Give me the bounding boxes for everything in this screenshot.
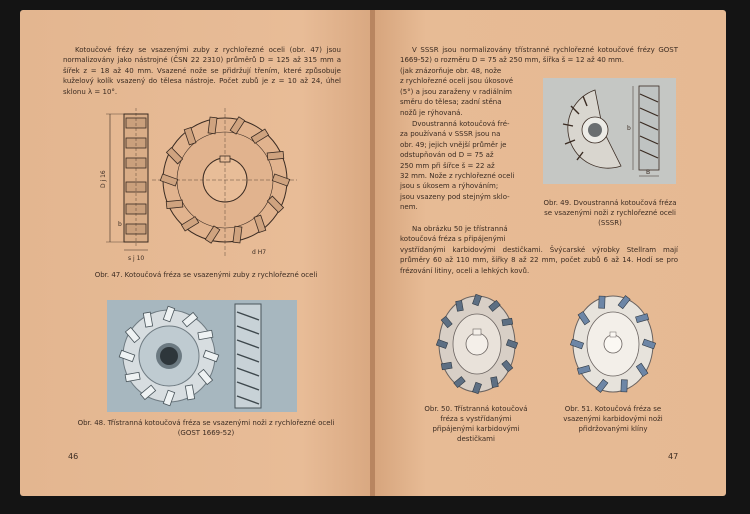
text-line: (jak znázorňuje obr. 48, nože (400, 67, 502, 75)
fig50-caption: Obr. 50. Třístranná kotoučová fréza s vystřídanými připájenými karbidovými destičkami (424, 405, 528, 443)
fig50-photo (432, 290, 522, 400)
fig51-caption: Obr. 51. Kotoučová fréza se vsazenými karbidovými noži přidržovanými klíny (563, 405, 663, 433)
cutter-tooth (456, 300, 464, 311)
fig47-caption: Obr. 47. Kotoučová fréza se vsazenými zuby z rychlořezné oceli (94, 271, 318, 279)
fig49-b-label: b (627, 125, 631, 132)
cutter-tooth (491, 377, 499, 388)
paragraph-text: Kotoučové frézy se vsazenými zuby z rychlořezné oceli (obr. 47) jsou normalizovány jako nástrojné (ČSN 22 2310) průměrů D = 125 až 315 mm a šířek z = 18 až 40 mm. Vsazené nože se přidržují třením, které způsobuje kuželový kolík vsazený do tělesa nástroje. Počet zubů je z = 10 až 24, úhel sklonu λ = 10°. (63, 46, 341, 96)
right-paragraph-1 (400, 45, 678, 66)
fig49-caption: Obr. 49. Dvoustranná kotoučová fréza se vsazenými noži z rychlořezné oceli (SSSR) (543, 199, 677, 227)
fig49-drawing (543, 78, 676, 184)
right-paragraph-4-start (400, 224, 534, 245)
cutter-tooth (599, 296, 605, 308)
cutter-tooth (441, 362, 452, 370)
paragraph-text: V SSSR jsou normalizovány třístranné rychlořezné kotoučové frézy GOST 1669-52) o rozměru D = 75 až 250 mm, šířka š = 12 až 40 mm. (400, 46, 678, 65)
book-spine (370, 10, 375, 496)
fig47-b-label: b (118, 221, 122, 228)
fig48-photo (107, 300, 297, 412)
cutter-tooth (267, 151, 284, 160)
page-number-right: 47 (668, 452, 679, 461)
fig47-front-view (152, 108, 297, 258)
fig49-B-label: B (646, 169, 651, 176)
cutter-tooth (502, 318, 513, 326)
fig47-diameter-label: D j 16 (100, 170, 107, 188)
text-line: obr. 49; jejich vnější průměr je (400, 140, 507, 149)
text-line: Dvoustranná kotoučová fré- (412, 120, 510, 128)
text-line: odstupňován od D = 75 až (400, 151, 494, 160)
cutter-tooth (208, 117, 217, 134)
fig47-hole-label: d H7 (252, 249, 267, 256)
text-line: nožů je rýhovaná. (400, 108, 463, 117)
text-line: Na obrázku 50 je třístranná (412, 225, 508, 233)
text-line: 250 mm při šířce š = 22 až (400, 161, 495, 170)
fig47-width-label: s j 10 (128, 255, 145, 262)
cutter-tooth (621, 380, 627, 392)
page-number-left: 46 (68, 452, 79, 461)
text-line: z rychlořezné oceli jsou úkosové (400, 77, 514, 86)
right-paragraph-4-rest (400, 245, 678, 276)
text-line: jsou vsazeny pod stejným sklo- (400, 192, 510, 201)
text-line: nem. (400, 203, 418, 212)
right-paragraph-2 (400, 66, 534, 118)
fig48-caption: Obr. 48. Třístranná kotoučová fréza se vsazenými noži z rychlořezné oceli (GOST 1669-52) (77, 419, 335, 437)
text-line: kotoučová fréza s připájenými (400, 235, 506, 244)
right-paragraph-3 (400, 119, 534, 213)
text-line: 32 mm. Nože z rychlořezné oceli (400, 172, 515, 181)
cutter-tooth (233, 226, 242, 243)
text-line: směru do tělesa; zadní stěna (400, 98, 502, 107)
text-line: (5°) a jsou zaraženy v radiálním (400, 87, 512, 96)
paragraph-text: vystřídanými karbidovými destičkami. Švýcarské výrobky Stellram mají průměry 60 až 110 mm, šířky 8 až 22 mm, počet zubů 6 až 14. Hodí se pro frézování litiny, oceli a lehkých kovů. (400, 246, 678, 275)
fig51-photo (566, 290, 660, 400)
text-line: za používaná v SSSR jsou na (400, 130, 501, 139)
cutter-tooth (166, 200, 183, 209)
left-paragraph (63, 45, 341, 97)
text-line: jsou s úkosem a rýhováním; (400, 182, 499, 191)
